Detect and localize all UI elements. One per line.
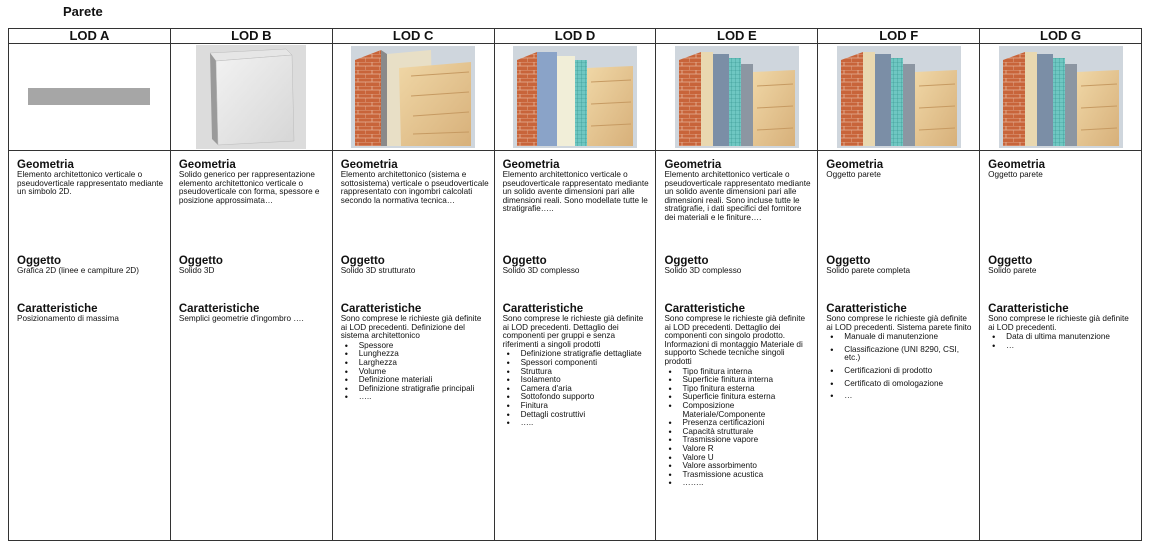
feature-item: • Composizione Materiale/Componente bbox=[664, 402, 813, 419]
flat-wall-symbol-icon bbox=[27, 87, 151, 107]
feature-item: • Larghezza bbox=[341, 359, 490, 368]
solid-wall-block-icon bbox=[196, 45, 306, 149]
section-text: Elemento architettonico (sistema e sottosistema) verticale o pseudoverticale rappresentato con ingombri calcolati secondo la normativa tecnica… bbox=[340, 170, 489, 205]
feature-item: • Finitura bbox=[503, 402, 652, 411]
feature-item: • Tipo finitura interna bbox=[664, 368, 813, 377]
feature-item: • Spessori componenti bbox=[503, 359, 652, 368]
feature-item: • Volume bbox=[341, 368, 490, 377]
feature-list bbox=[826, 333, 975, 401]
section-heading: Oggetto bbox=[178, 255, 223, 267]
section-heading: Oggetto bbox=[826, 255, 871, 267]
section-text: Sono comprese le richieste già definite ai LOD precedenti. Dettaglio dei componenti per gruppi e senza riferimenti a singoli prodotti bbox=[502, 314, 644, 349]
geometria-section bbox=[179, 159, 328, 205]
caratteristiche-section bbox=[664, 303, 813, 488]
geometria-section bbox=[664, 159, 813, 223]
feature-list bbox=[664, 368, 813, 488]
geometria-section bbox=[988, 159, 1137, 180]
oggetto-section bbox=[179, 255, 328, 276]
image-cell bbox=[980, 44, 1141, 151]
feature-item: • … bbox=[988, 342, 1137, 351]
feature-item: • Capacità strutturale bbox=[664, 428, 813, 437]
caratteristiche-section bbox=[826, 303, 975, 405]
lod-column-e bbox=[656, 29, 818, 540]
section-text: Sono comprese le richieste già definite ai LOD precedenti. bbox=[988, 314, 1129, 332]
lod-column-d bbox=[495, 29, 657, 540]
caratteristiche-section bbox=[17, 303, 166, 324]
section-heading: Oggetto bbox=[664, 255, 709, 267]
section-heading: Geometria bbox=[178, 159, 236, 171]
feature-item: • Manuale di manutenzione bbox=[826, 333, 975, 342]
section-heading: Caratteristiche bbox=[340, 303, 422, 315]
image-cell bbox=[495, 44, 656, 151]
section-text: Sono comprese le richieste già definite ai LOD precedenti. Sistema parete finito bbox=[826, 314, 972, 332]
wall-layers-icon bbox=[513, 46, 637, 148]
section-heading: Geometria bbox=[664, 159, 722, 171]
feature-item: • Trasmissione vapore bbox=[664, 436, 813, 445]
feature-item: • …….. bbox=[664, 479, 813, 488]
feature-item: • ….. bbox=[503, 419, 652, 428]
feature-item: • … bbox=[826, 392, 975, 401]
image-cell bbox=[656, 44, 817, 151]
feature-item: • Superficie finitura esterna bbox=[664, 393, 813, 402]
column-header: LOD F bbox=[818, 29, 979, 44]
section-text: Solido parete bbox=[988, 266, 1037, 275]
lod-column-a bbox=[9, 29, 171, 540]
section-text: Semplici geometrie d'ingombro …. bbox=[178, 314, 304, 323]
lod-column-g bbox=[980, 29, 1141, 540]
section-heading: Caratteristiche bbox=[17, 303, 98, 315]
section-text: Posizionamento di massima bbox=[17, 314, 119, 323]
column-header: LOD C bbox=[333, 29, 494, 44]
section-heading: Caratteristiche bbox=[988, 303, 1069, 315]
section-text: Elemento architettonico verticale o pseudoverticale rappresentato mediante un simbolo 2D. bbox=[17, 170, 164, 197]
feature-item: • Valore R bbox=[664, 445, 813, 454]
feature-item: • Spessore bbox=[341, 342, 490, 351]
feature-item: • Classificazione (UNI 8290, CSI, etc.) bbox=[826, 346, 975, 363]
section-heading: Geometria bbox=[502, 159, 560, 171]
section-text: Elemento architettonico verticale o pseudoverticale rappresentato mediante un solido avente dimensioni pari alle dimensioni reali. Sono incluse tutte le stratigrafie, i dati specifici del fornitore dei materiali e le finiture…. bbox=[664, 170, 811, 222]
section-text: Oggetto parete bbox=[988, 170, 1043, 179]
section-text: Sono comprese le richieste già definite ai LOD precedenti. Dettaglio dei componenti con singolo prodotto. Informazioni di montaggio Materiale di supporto Schede tecniche singoli prodotti bbox=[664, 314, 806, 366]
geometria-section bbox=[826, 159, 975, 180]
feature-item: • Definizione stratigrafie principali bbox=[341, 385, 490, 394]
caratteristiche-section bbox=[179, 303, 328, 324]
section-heading: Caratteristiche bbox=[664, 303, 745, 315]
wall-layers-icon bbox=[675, 46, 799, 148]
image-cell bbox=[171, 44, 332, 151]
geometria-section bbox=[503, 159, 652, 214]
section-heading: Caratteristiche bbox=[826, 303, 907, 315]
section-heading: Geometria bbox=[340, 159, 398, 171]
section-heading: Geometria bbox=[826, 159, 884, 171]
section-heading: Caratteristiche bbox=[502, 303, 584, 315]
section-heading: Caratteristiche bbox=[178, 303, 260, 315]
page-title: Parete bbox=[63, 4, 103, 19]
feature-item: • Struttura bbox=[503, 368, 652, 377]
section-text: Solido parete completa bbox=[826, 266, 911, 275]
section-text: Solido 3D strutturato bbox=[340, 266, 416, 275]
feature-list bbox=[988, 333, 1137, 350]
column-header: LOD B bbox=[171, 29, 332, 44]
feature-item: • Dettagli costruttivi bbox=[503, 411, 652, 420]
image-cell bbox=[818, 44, 979, 151]
image-cell bbox=[9, 44, 170, 151]
oggetto-section bbox=[826, 255, 975, 276]
section-heading: Oggetto bbox=[340, 255, 385, 267]
oggetto-section bbox=[341, 255, 490, 276]
lod-table bbox=[8, 28, 1142, 541]
feature-item: • Presenza certificazioni bbox=[664, 419, 813, 428]
geometria-section bbox=[341, 159, 490, 205]
wall-layers-icon bbox=[837, 46, 961, 148]
wall-layers-icon bbox=[999, 46, 1123, 148]
geometria-section bbox=[17, 159, 166, 197]
image-cell bbox=[333, 44, 494, 151]
section-text: Solido 3D bbox=[178, 266, 215, 275]
feature-item: • Sottofondo supporto bbox=[503, 393, 652, 402]
column-header: LOD D bbox=[495, 29, 656, 44]
section-heading: Oggetto bbox=[502, 255, 547, 267]
oggetto-section bbox=[664, 255, 813, 276]
section-heading: Geometria bbox=[988, 159, 1046, 171]
section-heading: Oggetto bbox=[988, 255, 1033, 267]
lod-column-c bbox=[333, 29, 495, 540]
section-text: Solido 3D complesso bbox=[664, 266, 742, 275]
feature-list bbox=[503, 350, 652, 427]
feature-list bbox=[341, 342, 490, 402]
section-text: Solido generico per rappresentazione elemento architettonico verticale o pseudoverticale con forma, spessore e posizione approssimata… bbox=[178, 170, 320, 205]
lod-column-f bbox=[818, 29, 980, 540]
feature-item: • Isolamento bbox=[503, 376, 652, 385]
feature-item: • Tipo finitura esterna bbox=[664, 385, 813, 394]
section-text: Elemento architettonico verticale o pseudoverticale rappresentato mediante un solido avente dimensioni pari alle dimensioni reali. Sono modellate tutte le stratigrafie….. bbox=[502, 170, 649, 214]
section-heading: Oggetto bbox=[17, 255, 62, 267]
feature-item: • Valore U bbox=[664, 454, 813, 463]
caratteristiche-section bbox=[341, 303, 490, 402]
feature-item: • Certificazioni di prodotto bbox=[826, 367, 975, 376]
section-text: Sono comprese le richieste già definite ai LOD precedenti. Definizione del sistema architettonico bbox=[340, 314, 482, 341]
wall-layers-icon bbox=[351, 46, 475, 148]
section-text: Oggetto parete bbox=[826, 170, 881, 179]
column-header: LOD E bbox=[656, 29, 817, 44]
caratteristiche-section bbox=[988, 303, 1137, 350]
feature-item: • Camera d'aria bbox=[503, 385, 652, 394]
feature-item: • Certificato di omologazione bbox=[826, 380, 975, 389]
feature-item: • Superficie finitura interna bbox=[664, 376, 813, 385]
feature-item: • Definizione materiali bbox=[341, 376, 490, 385]
oggetto-section bbox=[503, 255, 652, 276]
feature-item: • Trasmissione acustica bbox=[664, 471, 813, 480]
feature-item: • Definizione stratigrafie dettagliate bbox=[503, 350, 652, 359]
oggetto-section bbox=[988, 255, 1137, 276]
feature-item: • ….. bbox=[341, 393, 490, 402]
column-header: LOD G bbox=[980, 29, 1141, 44]
feature-item: • Valore assorbimento bbox=[664, 462, 813, 471]
feature-item: • Lunghezza bbox=[341, 350, 490, 359]
feature-item: • Data di ultima manutenzione bbox=[988, 333, 1137, 342]
column-header: LOD A bbox=[9, 29, 170, 44]
section-text: Grafica 2D (linee e campiture 2D) bbox=[17, 266, 139, 275]
caratteristiche-section bbox=[503, 303, 652, 428]
oggetto-section bbox=[17, 255, 166, 276]
lod-column-b bbox=[171, 29, 333, 540]
section-heading: Geometria bbox=[17, 159, 74, 171]
section-text: Solido 3D complesso bbox=[502, 266, 580, 275]
